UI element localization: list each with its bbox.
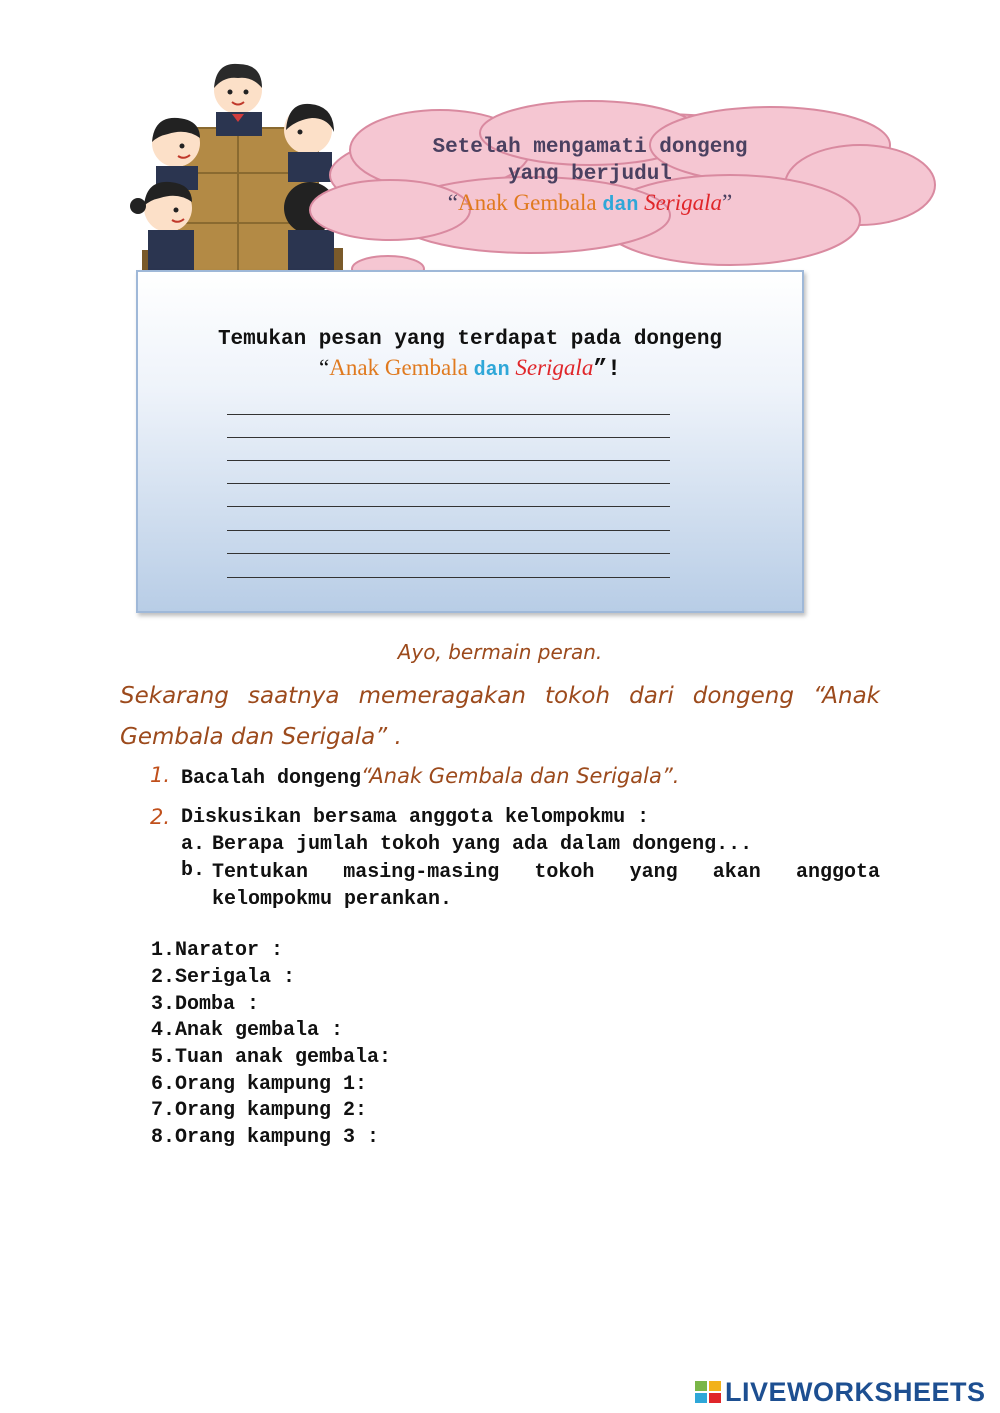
quote-open: “ (319, 355, 330, 380)
answer-line[interactable] (227, 414, 670, 415)
title-serigala: Serigala (515, 355, 594, 380)
sub-step-letter: b. (181, 859, 206, 882)
step-story-title: “Anak Gembala dan Serigala”. (361, 764, 680, 788)
quote-close: ” (722, 190, 733, 215)
roleplay-intro: Sekarang saatnya memeragakan tokoh dari dongeng “Anak Gembala dan Serigala” . (120, 683, 880, 750)
role-item-domba[interactable]: 3.Domba : (151, 993, 260, 1016)
title-dan: dan (602, 194, 639, 217)
task-instruction: Temukan pesan yang terdapat pada dongeng (217, 328, 723, 351)
role-item-serigala[interactable]: 2.Serigala : (151, 966, 296, 989)
sub-step-text: Berapa jumlah tokoh yang ada dalam dongeng... (212, 833, 753, 856)
answer-line[interactable] (227, 483, 670, 484)
step-instruction: Bacalah dongeng (181, 767, 362, 790)
cloud-text-line2: yang berjudul (508, 163, 672, 186)
step-number: 1. (150, 763, 171, 787)
task-story-title (136, 355, 804, 382)
role-item-orang-kampung-2[interactable]: 7.Orang kampung 2: (151, 1099, 368, 1122)
role-item-anak-gembala[interactable]: 4.Anak gembala : (151, 1019, 344, 1042)
cloud-story-title (360, 190, 820, 217)
step-text: Diskusikan bersama anggota kelompokmu : (181, 806, 650, 829)
task-box (136, 270, 804, 613)
answer-line[interactable] (227, 577, 670, 578)
role-item-narator[interactable]: 1.Narator : (151, 939, 284, 962)
answer-line[interactable] (227, 506, 670, 507)
title-serigala: Serigala (644, 190, 723, 215)
title-anak-gembala: Anak Gembala (329, 355, 468, 380)
answer-line[interactable] (227, 530, 670, 531)
quote-open: “ (447, 190, 458, 215)
liveworksheets-watermark (695, 1377, 986, 1407)
cloud-text-line1: Setelah mengamati dongeng (432, 136, 748, 159)
sub-step-letter: a. (181, 833, 206, 856)
role-item-orang-kampung-1[interactable]: 6.Orang kampung 1: (151, 1073, 368, 1096)
liveworksheets-logo-icon (695, 1381, 721, 1403)
quote-close: ”! (593, 356, 621, 382)
roleplay-heading: Ayo, bermain peran. (397, 640, 603, 664)
answer-line[interactable] (227, 460, 670, 461)
answer-line[interactable] (227, 437, 670, 438)
title-anak-gembala: Anak Gembala (457, 190, 597, 215)
step-number: 2. (150, 805, 171, 829)
answer-line[interactable] (227, 553, 670, 554)
watermark-text: LIVEWORKSHEETS (725, 1376, 986, 1407)
role-item-tuan-anak-gembala[interactable]: 5.Tuan anak gembala: (151, 1046, 392, 1069)
role-item-orang-kampung-3[interactable]: 8.Orang kampung 3 : (151, 1126, 380, 1149)
step-text (181, 764, 679, 790)
sub-step-text: Tentukan masing-masing tokoh yang akan anggota kelompokmu perankan. (212, 861, 880, 911)
title-dan: dan (473, 359, 510, 382)
